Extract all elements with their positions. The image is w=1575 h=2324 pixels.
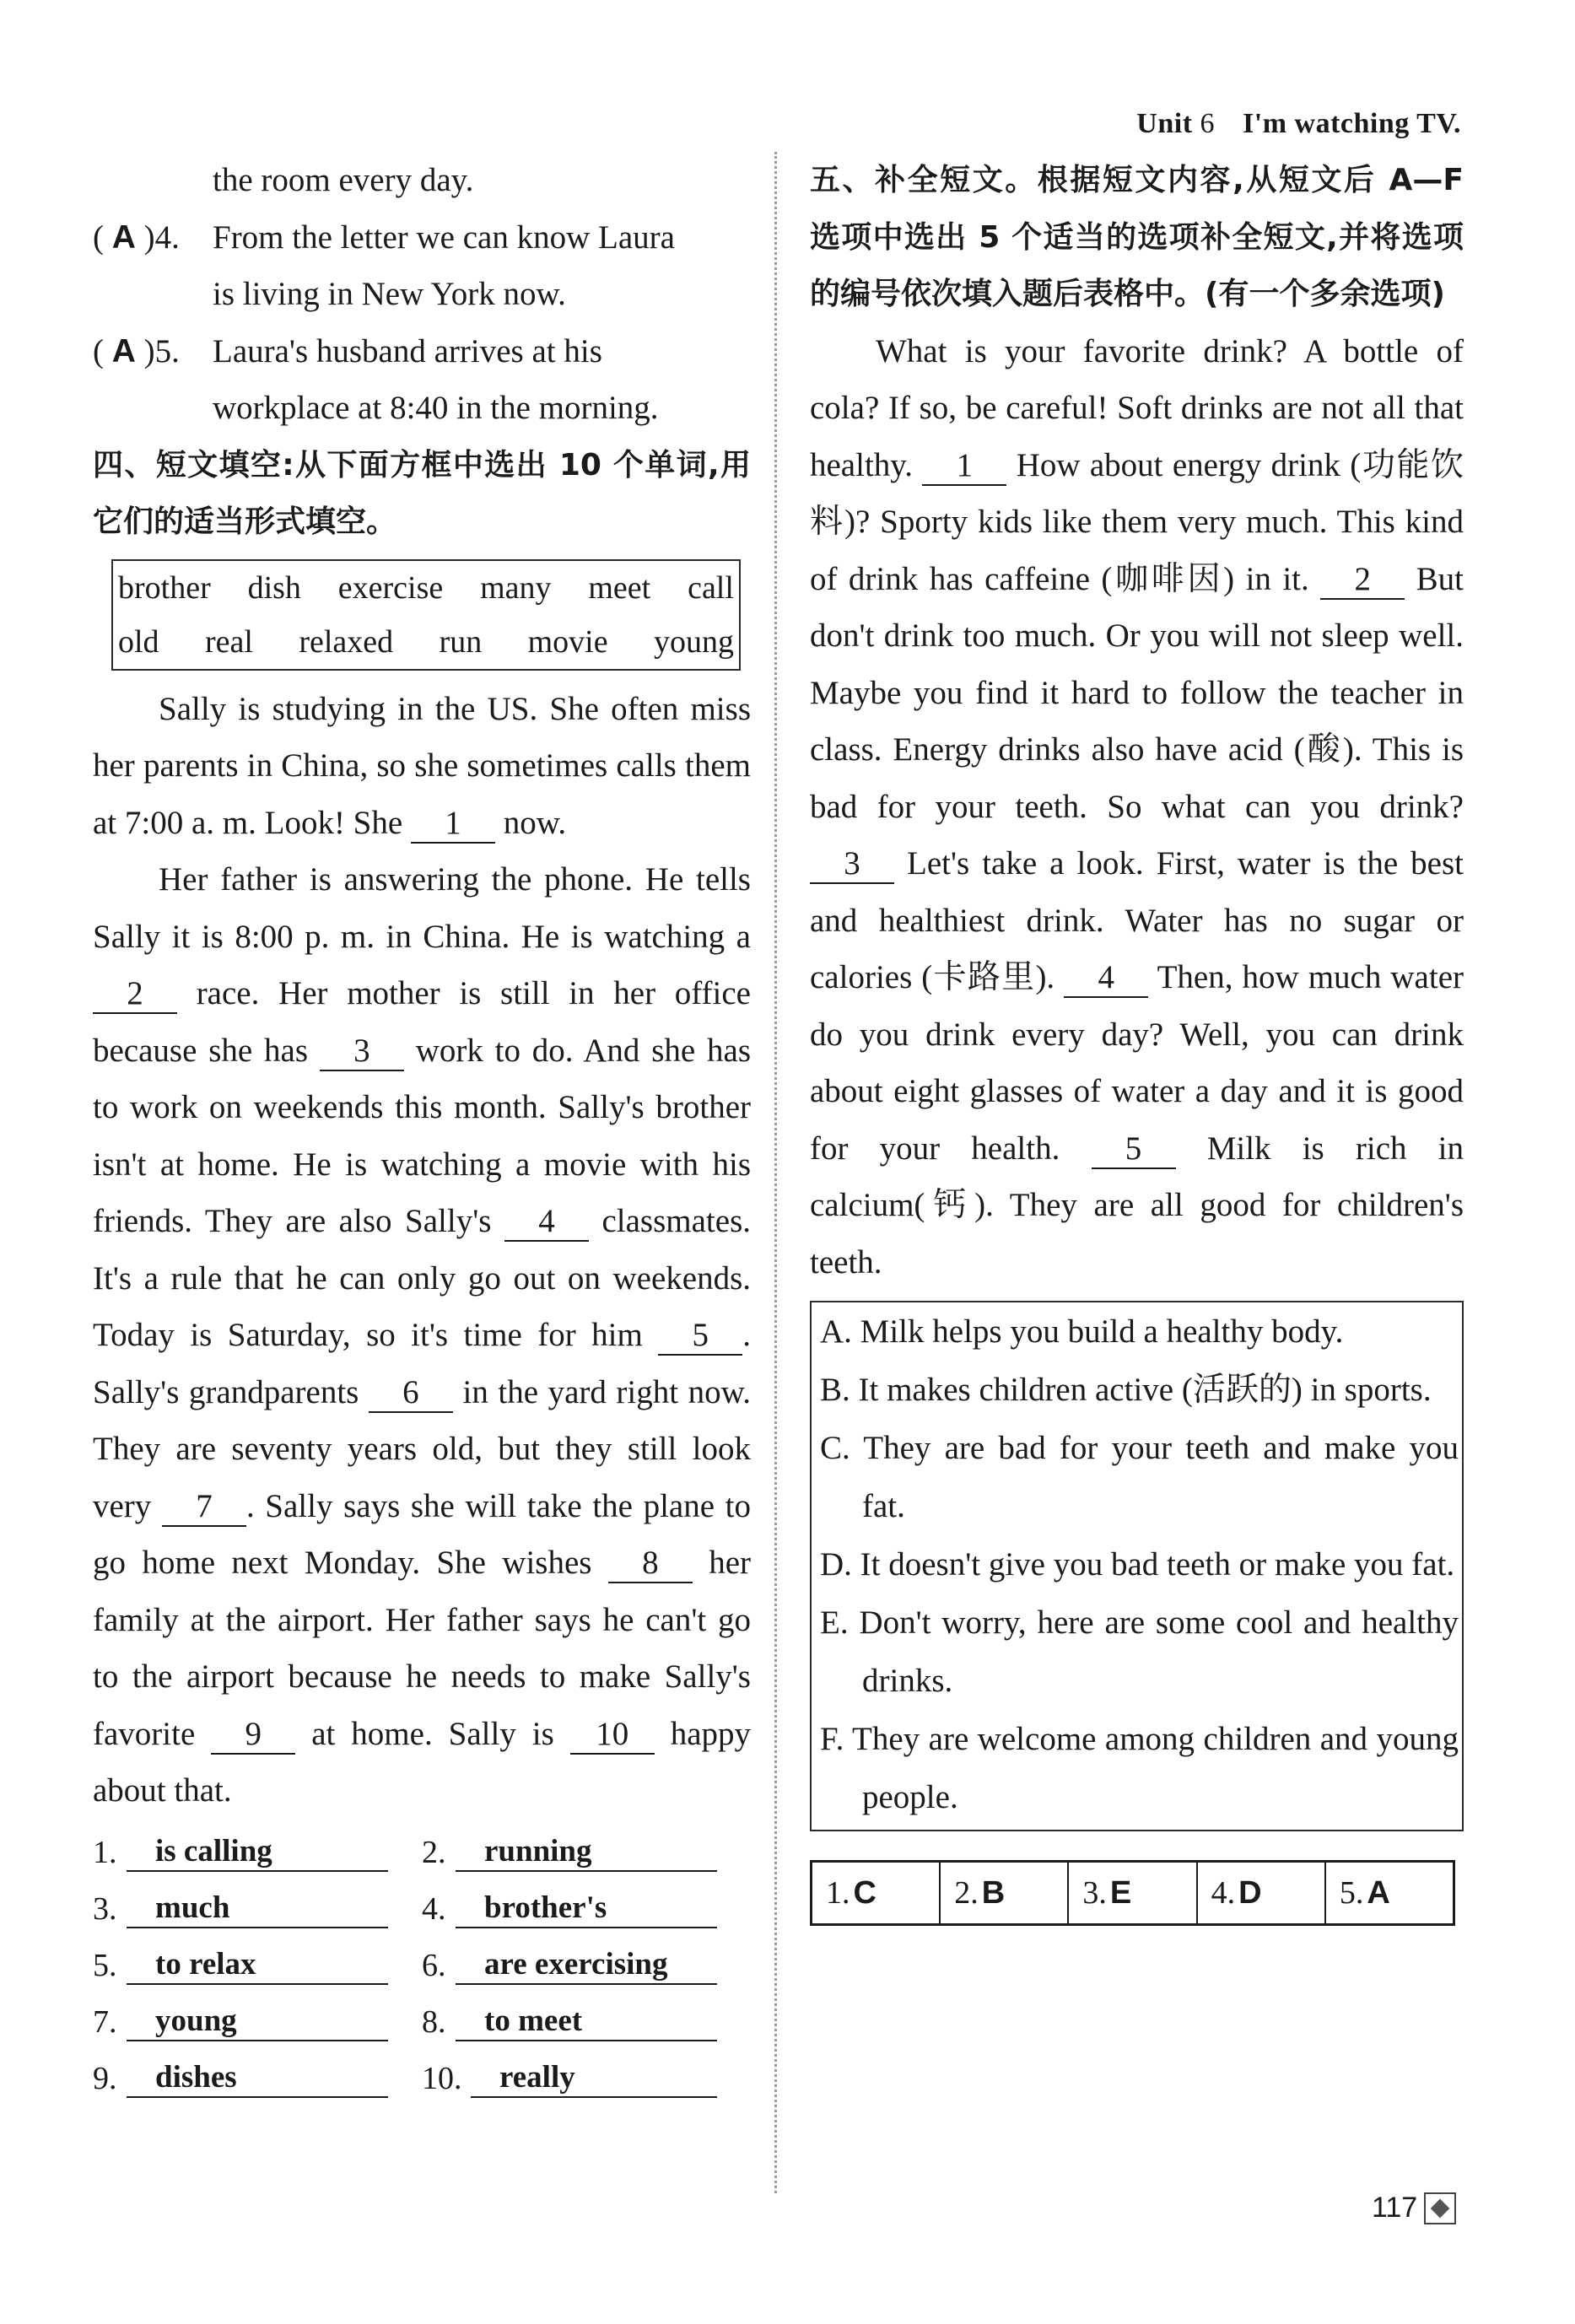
passage-paragraph-2 <box>93 851 751 1820</box>
blank-3: 3 <box>810 845 894 884</box>
answer-number: 7. <box>93 2004 117 2040</box>
word-bank-item: run <box>439 623 483 660</box>
word-bank-item: dish <box>247 569 301 606</box>
answer-row <box>93 2051 751 2107</box>
answer-text: to relax <box>127 1946 388 1985</box>
answer-number: 5. <box>93 1948 117 1983</box>
column-divider <box>774 152 777 2193</box>
answer-item <box>93 1946 422 1985</box>
answer-row <box>93 1994 751 2051</box>
passage-text: work to do. And she has to work on weekends this month. Sally's brother isn't at home. He is watching a movie with his friends. They are also Sally's <box>93 1032 752 1239</box>
paren-open: ( <box>93 218 104 256</box>
answer-text: to meet <box>456 2003 717 2041</box>
intro-line: the room every day. <box>213 162 474 198</box>
answer-item <box>93 2003 422 2041</box>
word-bank-item: movie <box>527 623 608 660</box>
blank-1: 1 <box>411 805 495 844</box>
answer-row <box>93 1938 751 1994</box>
passage-text: her family at the airport. Her father says he can't go to the airport because he needs to make Sally's favorite <box>93 1545 751 1752</box>
answer-letter: C <box>853 1874 876 1911</box>
page-number <box>1372 2192 1456 2224</box>
blank-2: 2 <box>93 975 177 1014</box>
answer-item <box>422 2059 751 2098</box>
answer-item <box>93 2059 422 2098</box>
word-bank-item: many <box>480 569 552 606</box>
answer-number: 2. <box>422 1835 446 1870</box>
answer-table <box>810 1860 1455 1926</box>
passage-text: How about energy drink (功能饮料)? Sporty kids like them very much. This kind of drink has caffeine (咖啡因) in it. <box>810 446 1464 597</box>
answer-letter: E <box>1109 1874 1132 1911</box>
answer-mark-5 <box>93 323 213 380</box>
passage-text: classmates. It's a rule that he can only go out on weekends. Today is Saturday, so it's time for him <box>93 1203 751 1353</box>
answer-item <box>422 1833 751 1872</box>
option-a: A. Milk helps you build a healthy body. <box>820 1313 1344 1350</box>
word-bank-item: call <box>688 569 734 606</box>
passage-text: . Sally's grandparents <box>93 1317 751 1410</box>
word-bank-item: young <box>654 623 734 660</box>
answer-letter: B <box>981 1874 1006 1911</box>
answer-cell <box>941 1863 1069 1923</box>
passage-text: Sally is studying in the US. She often miss her parents in China, so she sometimes calls them at 7:00 a. m. Look! She <box>93 690 751 841</box>
answer-cell <box>812 1863 941 1923</box>
blank-5: 5 <box>658 1317 742 1356</box>
blank-5: 5 <box>1092 1130 1176 1169</box>
question-5 <box>93 323 751 437</box>
passage-text: But don't drink too much. Or you will not sleep well. Maybe you find it hard to follow the teacher in class. Energy drinks also have acid (酸). This is bad for your teeth. So what can you drink? <box>810 560 1464 825</box>
q4-text-cont: is living in New York now. <box>213 276 566 312</box>
answer-cell <box>1198 1863 1326 1923</box>
word-bank-item: old <box>118 623 159 660</box>
passage-text: Milk is rich in calcium(钙). They are all good for children's teeth. <box>810 1130 1464 1281</box>
options-box <box>810 1301 1464 1831</box>
answer-text: brother's <box>456 1890 717 1928</box>
blank-8: 8 <box>608 1545 693 1583</box>
question-number-5: )5. <box>143 332 180 369</box>
left-column <box>93 152 751 2107</box>
answer-row <box>93 1881 751 1938</box>
q4-text: From the letter we can know Laura <box>213 218 675 256</box>
word-bank-row <box>115 561 737 615</box>
answer-text: much <box>127 1890 388 1928</box>
answer-row <box>93 1825 751 1881</box>
passage-text: Her father is answering the phone. He tells Sally it is 8:00 p. m. in China. He is watching a <box>93 861 751 955</box>
answer-text: young <box>127 2003 388 2041</box>
answer-text: are exercising <box>456 1946 717 1985</box>
option-f: F. They are welcome among children and young people. <box>820 1721 1459 1815</box>
passage-drinks <box>810 323 1464 1291</box>
answer-item <box>422 2003 751 2041</box>
answer-number: 5. <box>1339 1875 1364 1911</box>
word-bank <box>111 559 741 671</box>
answer-number: 4. <box>1211 1875 1236 1911</box>
word-bank-item: meet <box>588 569 651 606</box>
passage-text: now. <box>503 804 567 841</box>
passage-text: What is your favorite drink? A bottle of cola? If so, be careful! Soft drinks are not all that healthy. <box>810 332 1464 483</box>
running-head <box>1136 108 1461 140</box>
passage-paragraph-1 <box>93 681 751 852</box>
passage-text: at home. Sally is <box>311 1715 554 1752</box>
paren-open: ( <box>93 332 104 369</box>
blank-6: 6 <box>369 1374 453 1413</box>
unit-label: Unit <box>1136 108 1193 139</box>
answer-4: A <box>111 218 136 256</box>
answer-text: really <box>471 2059 717 2098</box>
option-b: B. It makes children active (活跃的) in sports. <box>820 1372 1432 1408</box>
blank-10: 10 <box>570 1716 655 1755</box>
word-bank-item: real <box>204 623 253 660</box>
answer-item <box>422 1946 751 1985</box>
section-4-heading: 四、短文填空:从下面方框中选出 10 个单词,用它们的适当形式填空。 <box>93 447 751 539</box>
page-number-text: 117 <box>1372 2192 1418 2224</box>
blank-4: 4 <box>1064 959 1148 998</box>
option-d: D. It doesn't give you bad teeth or make you fat. <box>820 1546 1455 1583</box>
answer-number: 8. <box>422 2004 446 2040</box>
q5-text: Laura's husband arrives at his <box>213 332 602 369</box>
blank-3: 3 <box>320 1033 404 1071</box>
q5-text-cont: workplace at 8:40 in the morning. <box>213 390 659 426</box>
blank-2: 2 <box>1320 561 1405 600</box>
word-bank-item: brother <box>118 569 211 606</box>
option-e: E. Don't worry, here are some cool and healthy drinks. <box>820 1604 1459 1699</box>
answer-item <box>422 1890 751 1928</box>
right-column <box>810 152 1464 1926</box>
answer-number: 1. <box>93 1835 117 1870</box>
passage-text: in the yard right now. They are seventy years old, but they still look very <box>93 1373 752 1524</box>
answer-number: 6. <box>422 1948 446 1983</box>
option-c: C. They are bad for your teeth and make you fat. <box>820 1430 1459 1524</box>
word-bank-item: relaxed <box>299 623 394 660</box>
answer-cell <box>1326 1863 1453 1923</box>
question-number-4: )4. <box>143 218 180 256</box>
answer-number: 4. <box>422 1891 446 1927</box>
answer-number: 3. <box>1082 1875 1107 1911</box>
blank-4: 4 <box>504 1203 589 1242</box>
unit-number: 6 <box>1200 108 1216 139</box>
answer-number: 2. <box>954 1875 979 1911</box>
answer-text: running <box>456 1833 717 1872</box>
answer-letter: D <box>1238 1874 1262 1911</box>
answer-text: is calling <box>127 1833 388 1872</box>
answer-number: 1. <box>826 1875 850 1911</box>
passage-text: race. Her mother is still in her office because she has <box>93 975 751 1069</box>
answer-text: dishes <box>127 2059 388 2098</box>
answer-letter: A <box>1367 1874 1390 1911</box>
word-bank-item: exercise <box>337 569 444 606</box>
diamond-icon <box>1424 2192 1456 2224</box>
blank-1: 1 <box>922 447 1006 486</box>
blank-7: 7 <box>162 1488 246 1527</box>
answer-number: 3. <box>93 1891 117 1927</box>
section-5-heading: 五、补全短文。根据短文内容,从短文后 A—F 选项中选出 5 个适当的选项补全短文,并将选项的编号依次填入题后表格中。(有一个多余选项) <box>810 163 1464 311</box>
passage-text: Let's take a look. First, water is the best and healthiest drink. Water has no sugar or calories (卡路里). <box>810 845 1464 995</box>
answer-number: 9. <box>93 2061 117 2096</box>
answer-cell <box>1069 1863 1197 1923</box>
passage-text: . Sally says she will take the plane to go home next Monday. She wishes <box>93 1487 752 1581</box>
answer-item <box>93 1833 422 1872</box>
answer-5: A <box>111 332 136 369</box>
passage-text: Then, how much water do you drink every day? Well, you can drink about eight glasses of water a day and it is good for your health. <box>810 959 1464 1167</box>
passage-text: happy about that. <box>93 1715 752 1809</box>
word-bank-row <box>115 615 737 669</box>
answer-number: 10. <box>422 2061 462 2096</box>
unit-title: I'm watching TV. <box>1243 108 1461 139</box>
question-4 <box>93 209 751 323</box>
answer-lines <box>93 1825 751 2107</box>
answer-mark-4 <box>93 209 213 267</box>
answer-item <box>93 1890 422 1928</box>
blank-9: 9 <box>211 1716 295 1755</box>
